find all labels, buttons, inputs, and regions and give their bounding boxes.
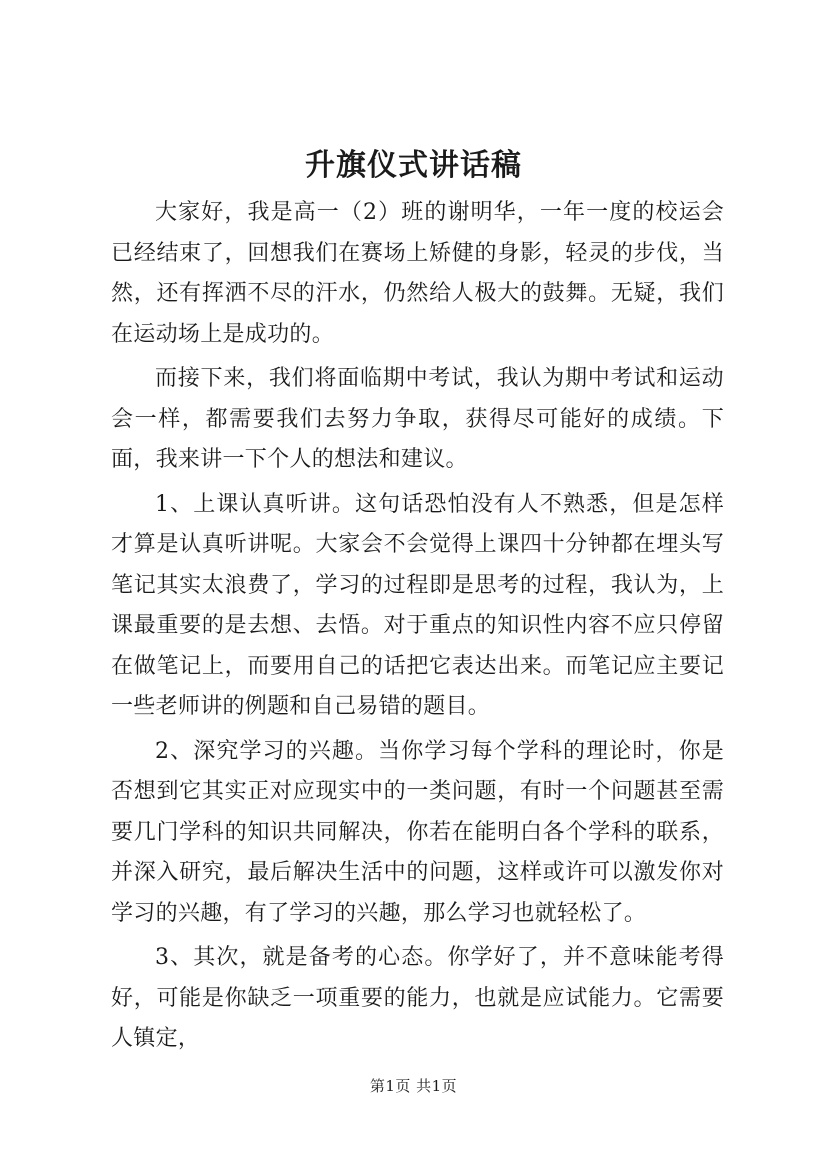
paragraph: 3、其次，就是备考的心态。你学好了，并不意味能考得好，可能是你缺乏一项重要的能力，也就是应试能力。它需要人镇定， [111, 945, 724, 1051]
paragraph: 大家好，我是高一（2）班的谢明华，一年一度的校运会已经结束了，回想我们在赛场上矫健的身影，轻灵的步伐，当然，还有挥洒不尽的汗水，仍然给人极大的鼓舞。无疑，我们在运动场上是成功的。 [111, 200, 724, 347]
paragraph: 而接下来，我们将面临期中考试，我认为期中考试和运动会一样，都需要我们去努力争取，获得尽可能好的成绩。下面，我来讲一下个人的想法和建议。 [111, 366, 724, 472]
paragraph: 1、上课认真听讲。这句话恐怕没有人不熟悉，但是怎样才算是认真听讲呢。大家会不会觉得上课四十分钟都在埋头写笔记其实太浪费了，学习的过程即是思考的过程，我认为，上课最重要的是去想、去悟。对于重点的知识性内容不应只停留在做笔记上，而要用自己的话把它表达出来。而笔记应主要记一些老师讲的例题和自己易错的题目。 [111, 491, 724, 719]
paragraph: 2、深究学习的兴趣。当你学习每个学科的理论时，你是否想到它其实正对应现实中的一类问题，有时一个问题甚至需要几门学科的知识共同解决，你若在能明白各个学科的联系，并深入研究，最后解决生活中的问题，这样或许可以激发你对学习的兴趣，有了学习的兴趣，那么学习也就轻松了。 [111, 738, 724, 926]
document-body [111, 193, 724, 1064]
document-title: 升旗仪式讲话稿 [305, 148, 522, 183]
page-number-footer: 第1页 共1页 [369, 1077, 458, 1095]
